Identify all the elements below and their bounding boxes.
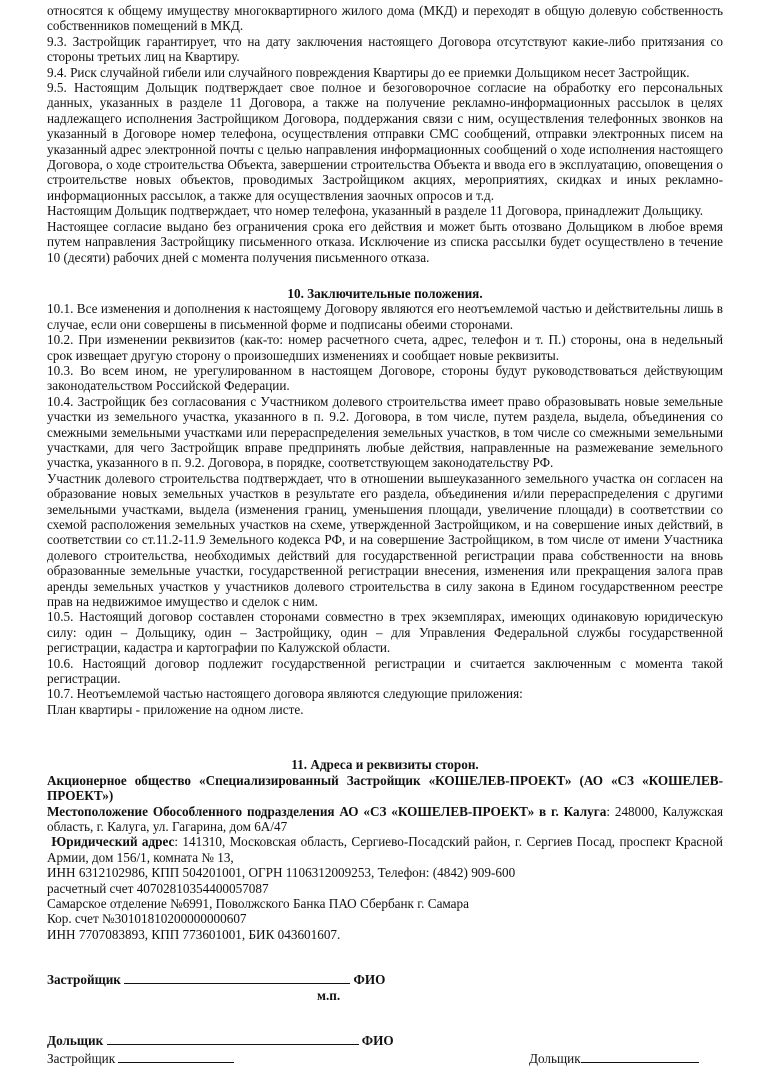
paragraph-10-5: 10.5. Настоящий договор составлен сторонами совместно в трех экземплярах, имеющих одинаковую юридическую силу: один – Дольщику, один – Застройщику, один – для Управления Федеральной службы государственной регистрации, кадастра и картографии по Калужской области. (47, 609, 723, 656)
paragraph-9-3: 9.3. Застройщик гарантирует, что на дату заключения настоящего Договора отсутствуют какие-либо притязания со стороны третьих лиц на Квартиру. (47, 33, 723, 65)
location-value: : 248000, Калужская область, г. Калуга, ул. Гагарина, дом 6А/47 (47, 803, 724, 834)
legal-address (47, 834, 723, 865)
appendix-item: План квартиры - приложение на одном листе. (47, 701, 304, 717)
legal-label: Юридический адрес (51, 834, 175, 850)
signature-blank (118, 1051, 234, 1063)
section-10-heading: 10. Заключительные положения. (287, 285, 483, 301)
paragraph-10-4-consent: Участник долевого строительства подтверждает, что в отношении вышеуказанного земельного участка он согласен на образование новых земельных участков в результате его раздела, объединения и/или перераспределения с другими земельными участками, выдела (изменения границ, уменьшения площади, увеличение площади) в соответствии со схемой расположения земельных участков на схеме, утвержденной Застройщиком, и на совершение иных действий, в соответствии со ст.11.2-11.9 Земельного кодекса РФ, и на совершение Застройщиком, в том числе от имени Участника долевого строительства, необходимых действий для государственной регистрации права собственности на вновь образованные земельные участки, государственной регистрации внесения, изменения или прекращения залога прав аренды земельных участков у участников долевого строительства в силу закона в Едином государственном реестре прав на недвижимое имущество и сделок с ним. (47, 470, 723, 610)
paragraph-10-6: 10.6. Настоящий договор подлежит государственной регистрации и считается заключенным с момента такой регистрации. (47, 655, 723, 687)
section-11-heading: 11. Адреса и реквизиты сторон. (291, 757, 479, 773)
paragraph-10-3: 10.3. Во всем ином, не урегулированном в настоящем Договоре, стороны будут руководствоваться действующим законодательством Российской Федерации. (47, 362, 723, 394)
footer-signatures (47, 1051, 723, 1067)
paragraph-10-1: 10.1. Все изменения и дополнения к настоящему Договору являются его неотъемлемой частью и действительны лишь в случае, если они совершены в письменной форме и подписаны обеими сторонами. (47, 301, 723, 332)
stamp-label: м.п. (317, 987, 341, 1003)
bank-ids: ИНН 7707083893, КПП 773601001, БИК 043601607. (47, 926, 341, 942)
shareholder-label: Дольщик (47, 1032, 104, 1048)
footer-developer-signature (47, 1051, 234, 1066)
location-address (47, 804, 723, 835)
paragraph-9-5: 9.5. Настоящим Дольщик подтверждает свое полное и безоговорочное согласие на обработку его персональных данных, указанных в разделе 11 Договора, а также на получение рекламно-информационных рассылок в целях надлежащего исполнения Застройщиком Договора, поддержания связи с ним, осуществления телефонных звонков на указанный в Договоре номер телефона, осуществления отправки СМС сообщений, отправки электронных писем на указанный адрес электронной почты с целью направления информационных сообщений о ходе исполнения настоящего Договора, о ходе строительства Объекта, завершении строительства Объекта и ввода его в эксплуатацию, оповещения о строительстве новых объектов, проводимых Застройщиком акциях, мероприятиях, скидках и иных рекламно-информационных рассылок, а также для осуществления заочных опросов и т.д. (47, 80, 723, 203)
paragraph-10-7: 10.7. Неотъемлемой частью настоящего договора являются следующие приложения: (47, 686, 523, 702)
footer-shareholder-label: Дольщик (529, 1051, 581, 1067)
signature-blank (581, 1051, 699, 1063)
footer-developer-label: Застройщик (47, 1051, 116, 1067)
paragraph-10-4: 10.4. Застройщик без согласования с Участником долевого строительства имеет право образовывать новые земельные участки из земельного участка, указанного в п. 9.2. Договора, в том числе, путем раздела, выдела, объединения со смежными земельными участками или перераспределения земельных участков, в том числе со смежными земельными участками, для чего Застройщик вправе предпринять любые действия, направленные на размежевание земельного участка, указанного в п. 9.2. Договора, в порядке, соответствующем законодательству РФ. (47, 393, 723, 471)
signature-blank (107, 1033, 359, 1045)
fio-label: ФИО (361, 1032, 394, 1048)
shareholder-signature-line (47, 1033, 723, 1048)
paragraph-9-5-consent: Настоящее согласие выдано без ограничения срока его действия и может быть отозвано Дольщиком в любое время путем направления Застройщику письменного отказа. Исключение из списка рассылки будет осуществлено в течение 10 (десяти) рабочих дней с момента получения письменного отказа. (47, 218, 723, 265)
company-name-text: Акционерное общество «Специализированный Застройщик «КОШЕЛЕВ-ПРОЕКТ» (АО «СЗ «КОШЕЛЕВ-ПРОЕКТ») (47, 772, 723, 804)
paragraph-9-5-phone: Настоящим Дольщик подтверждает, что номер телефона, указанный в разделе 11 Договора, принадлежит Дольщику. (47, 203, 704, 219)
paragraph-9-4: 9.4. Риск случайной гибели или случайного повреждения Квартиры до ее приемки Дольщиком несет Застройщик. (47, 64, 690, 80)
developer-label: Застройщик (47, 972, 121, 988)
footer-shareholder-signature (529, 1051, 699, 1066)
location-label: Местоположение Обособленного подразделения АО «СЗ «КОШЕЛЕВ-ПРОЕКТ» в г. Калуга (47, 803, 607, 819)
legal-value: : 141310, Московская область, Сергиево-Посадский район, г. Сергиев Посад, проспект Красной Армии, дом 156/1, комната № 13, (47, 834, 723, 865)
company-name (47, 773, 723, 804)
fio-label: ФИО (353, 972, 386, 988)
correspondent-account: Кор. счет №30101810200000000607 (47, 911, 247, 927)
settlement-account: расчетный счет 40702810354400057087 (47, 880, 269, 896)
company-ids: ИНН 6312102986, КПП 504201001, ОГРН 1106312009253, Телефон: (4842) 909-600 (47, 865, 516, 881)
bank-name: Самарское отделение №6991, Поволжского Банка ПАО Сбербанк г. Самара (47, 895, 469, 911)
paragraph-9-2-end: относятся к общему имуществу многоквартирного жилого дома (МКД) и переходят в общую долевую собственность собственников помещений в МКД. (47, 3, 723, 34)
paragraph-10-2: 10.2. При изменении реквизитов (как-то: номер расчетного счета, адрес, телефон и т. П.) стороны, она в недельный срок извещает другую сторону о произошедших изменениях и сообщает новые реквизиты. (47, 332, 723, 363)
developer-signature-line (47, 972, 723, 987)
signature-blank (124, 972, 350, 984)
